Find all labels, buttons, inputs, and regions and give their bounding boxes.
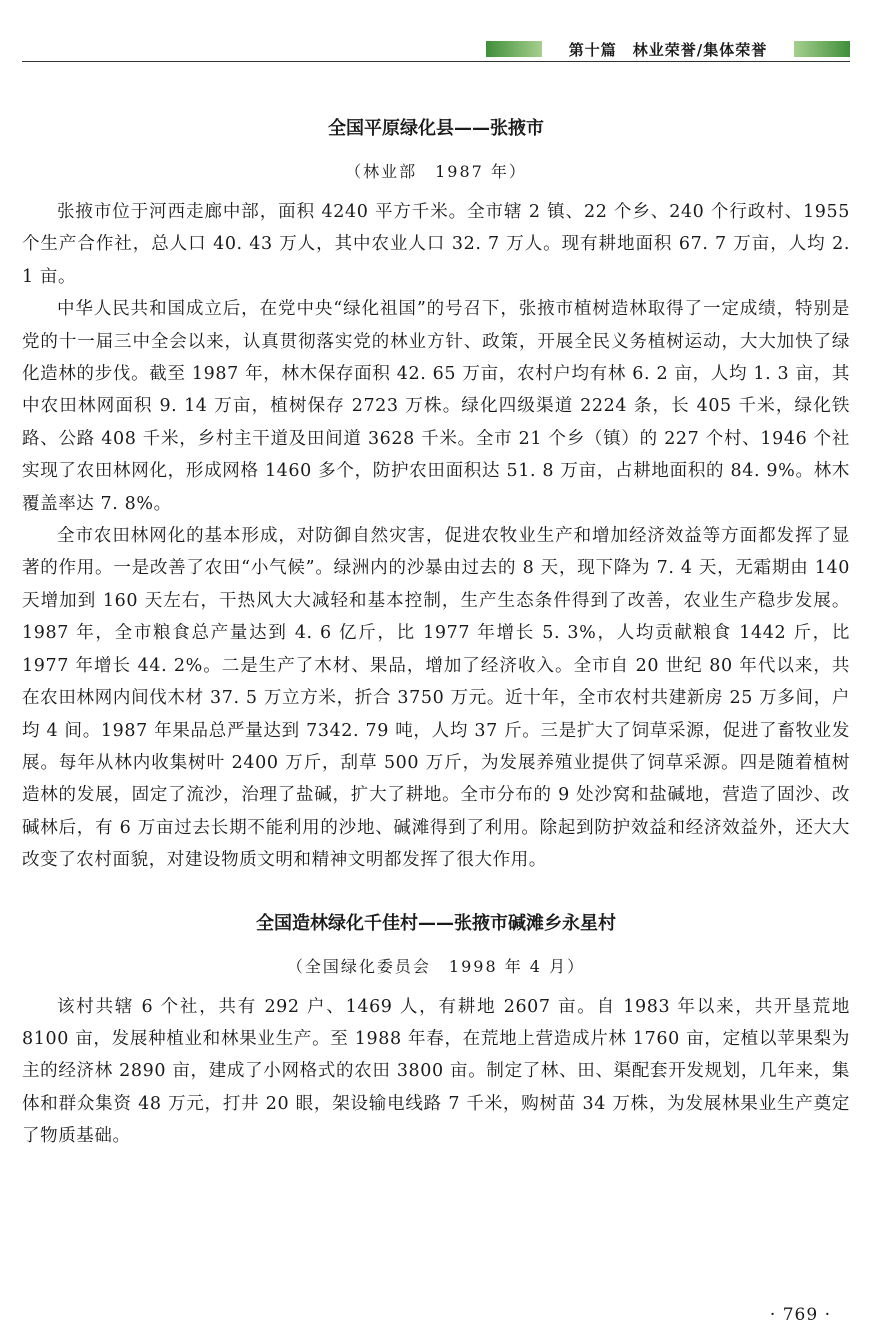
paragraph: 张掖市位于河西走廊中部，面积 4240 平方千米。全市辖 2 镇、22 个乡、240 个行政村、1955 个生产合作社，总人口 40. 43 万人，其中农业人口 32. 7 万人。现有耕地面积 67. 7 万亩，人均 2. 1 亩。 (22, 202, 850, 287)
header-title: 第十篇 林业荣誉/集体荣誉 (568, 40, 768, 59)
paragraph: 中华人民共和国成立后，在党中央“绿化祖国”的号召下，张掖市植树造林取得了一定成绩，特别是党的十一届三中全会以来，认真贯彻落实党的林业方针、政策，开展全民义务植树运动，大大加快了绿化造林的步伐。截至 1987 年，林木保存面积 42. 65 万亩，农村户均有林 6. 2 亩，人均 1. 3 亩，其中农田林网面积 9. 14 万亩，植树保存 2723 万株。绿化四级渠道 2224 条，长 405 千米，绿化铁路、公路 408 千米，乡村主干道及田间道 3628 千米。全市 21 个乡（镇）的 227 个村、1946 个社实现了农田林网化，形成网格 1460 多个，防护农田面积达 51. 8 万亩，占耕地面积的 84. 9%。林木覆盖率达 7. 8%。 (22, 299, 850, 514)
page-content (22, 112, 850, 1153)
header-decoration-right (794, 41, 850, 57)
header-band (486, 40, 850, 58)
page-number: · 769 · (769, 1305, 831, 1325)
page-header (22, 36, 850, 62)
section-title: 全国造林绿化千佳村——张掖市碱滩乡永星村 (256, 912, 616, 934)
section-subtitle: （林业部 1987 年） (345, 162, 527, 181)
section-subtitle: （全国绿化委员会 1998 年 4 月） (286, 956, 586, 976)
paragraph: 全市农田林网化的基本形成，对防御自然灾害，促进农牧业生产和增加经济效益等方面都发挥了显著的作用。一是改善了农田“小气候”。绿洲内的沙暴由过去的 8 天，现下降为 7. 4 天，无霜期由 140 天增加到 160 天左右，干热风大大减轻和基本控制，生产生态条件得到了改善，农业生产稳步发展。1987 年，全市粮食总产量达到 4. 6 亿斤，比 1977 年增长 5. 3%，人均贡献粮食 1442 斤，比 1977 年增长 44. 2%。二是生产了木材、果品，增加了经济收入。全市自 20 世纪 80 年代以来，共在农田林网内间伐木材 37. 5 万立方米，折合 3750 万元。近十年，全市农村共建新房 25 万多间，户均 4 间。1987 年果品总严量达到 7342. 79 吨，人均 37 斤。三是扩大了饲草采源，促进了畜牧业发展。每年从林内收集树叶 2400 万斤，刮草 500 万斤，为发展养殖业提供了饲草采源。四是随着植树造林的发展，固定了流沙，治理了盐碱，扩大了耕地。全市分布的 9 处沙窝和盐碱地，营造了固沙、改碱林后，有 6 万亩过去长期不能利用的沙地、碱滩得到了利用。除起到防护效益和经济效益外，还大大改变了农村面貌，对建设物质文明和精神文明都发挥了很大作用。 (22, 526, 850, 871)
section-plain-greening-county (22, 112, 850, 877)
section-title: 全国平原绿化县——张掖市 (328, 118, 544, 139)
header-rule (22, 61, 850, 62)
header-decoration-left (486, 41, 542, 57)
section-greening-village (22, 907, 850, 1153)
paragraph: 该村共辖 6 个社，共有 292 户、1469 人，有耕地 2607 亩。自 1983 年以来，共开垦荒地 8100 亩，发展种植业和林果业生产。至 1988 年春，在荒地上营造成片林 1760 亩，定植以苹果梨为主的经济林 2890 亩，建成了小网格式的农田 3800 亩。制定了林、田、渠配套开发规划，几年来，集体和群众集资 48 万元，打井 20 眼，架设输电线路 7 千米，购树苗 34 万株，为发展林果业生产奠定了物质基础。 (22, 996, 850, 1147)
